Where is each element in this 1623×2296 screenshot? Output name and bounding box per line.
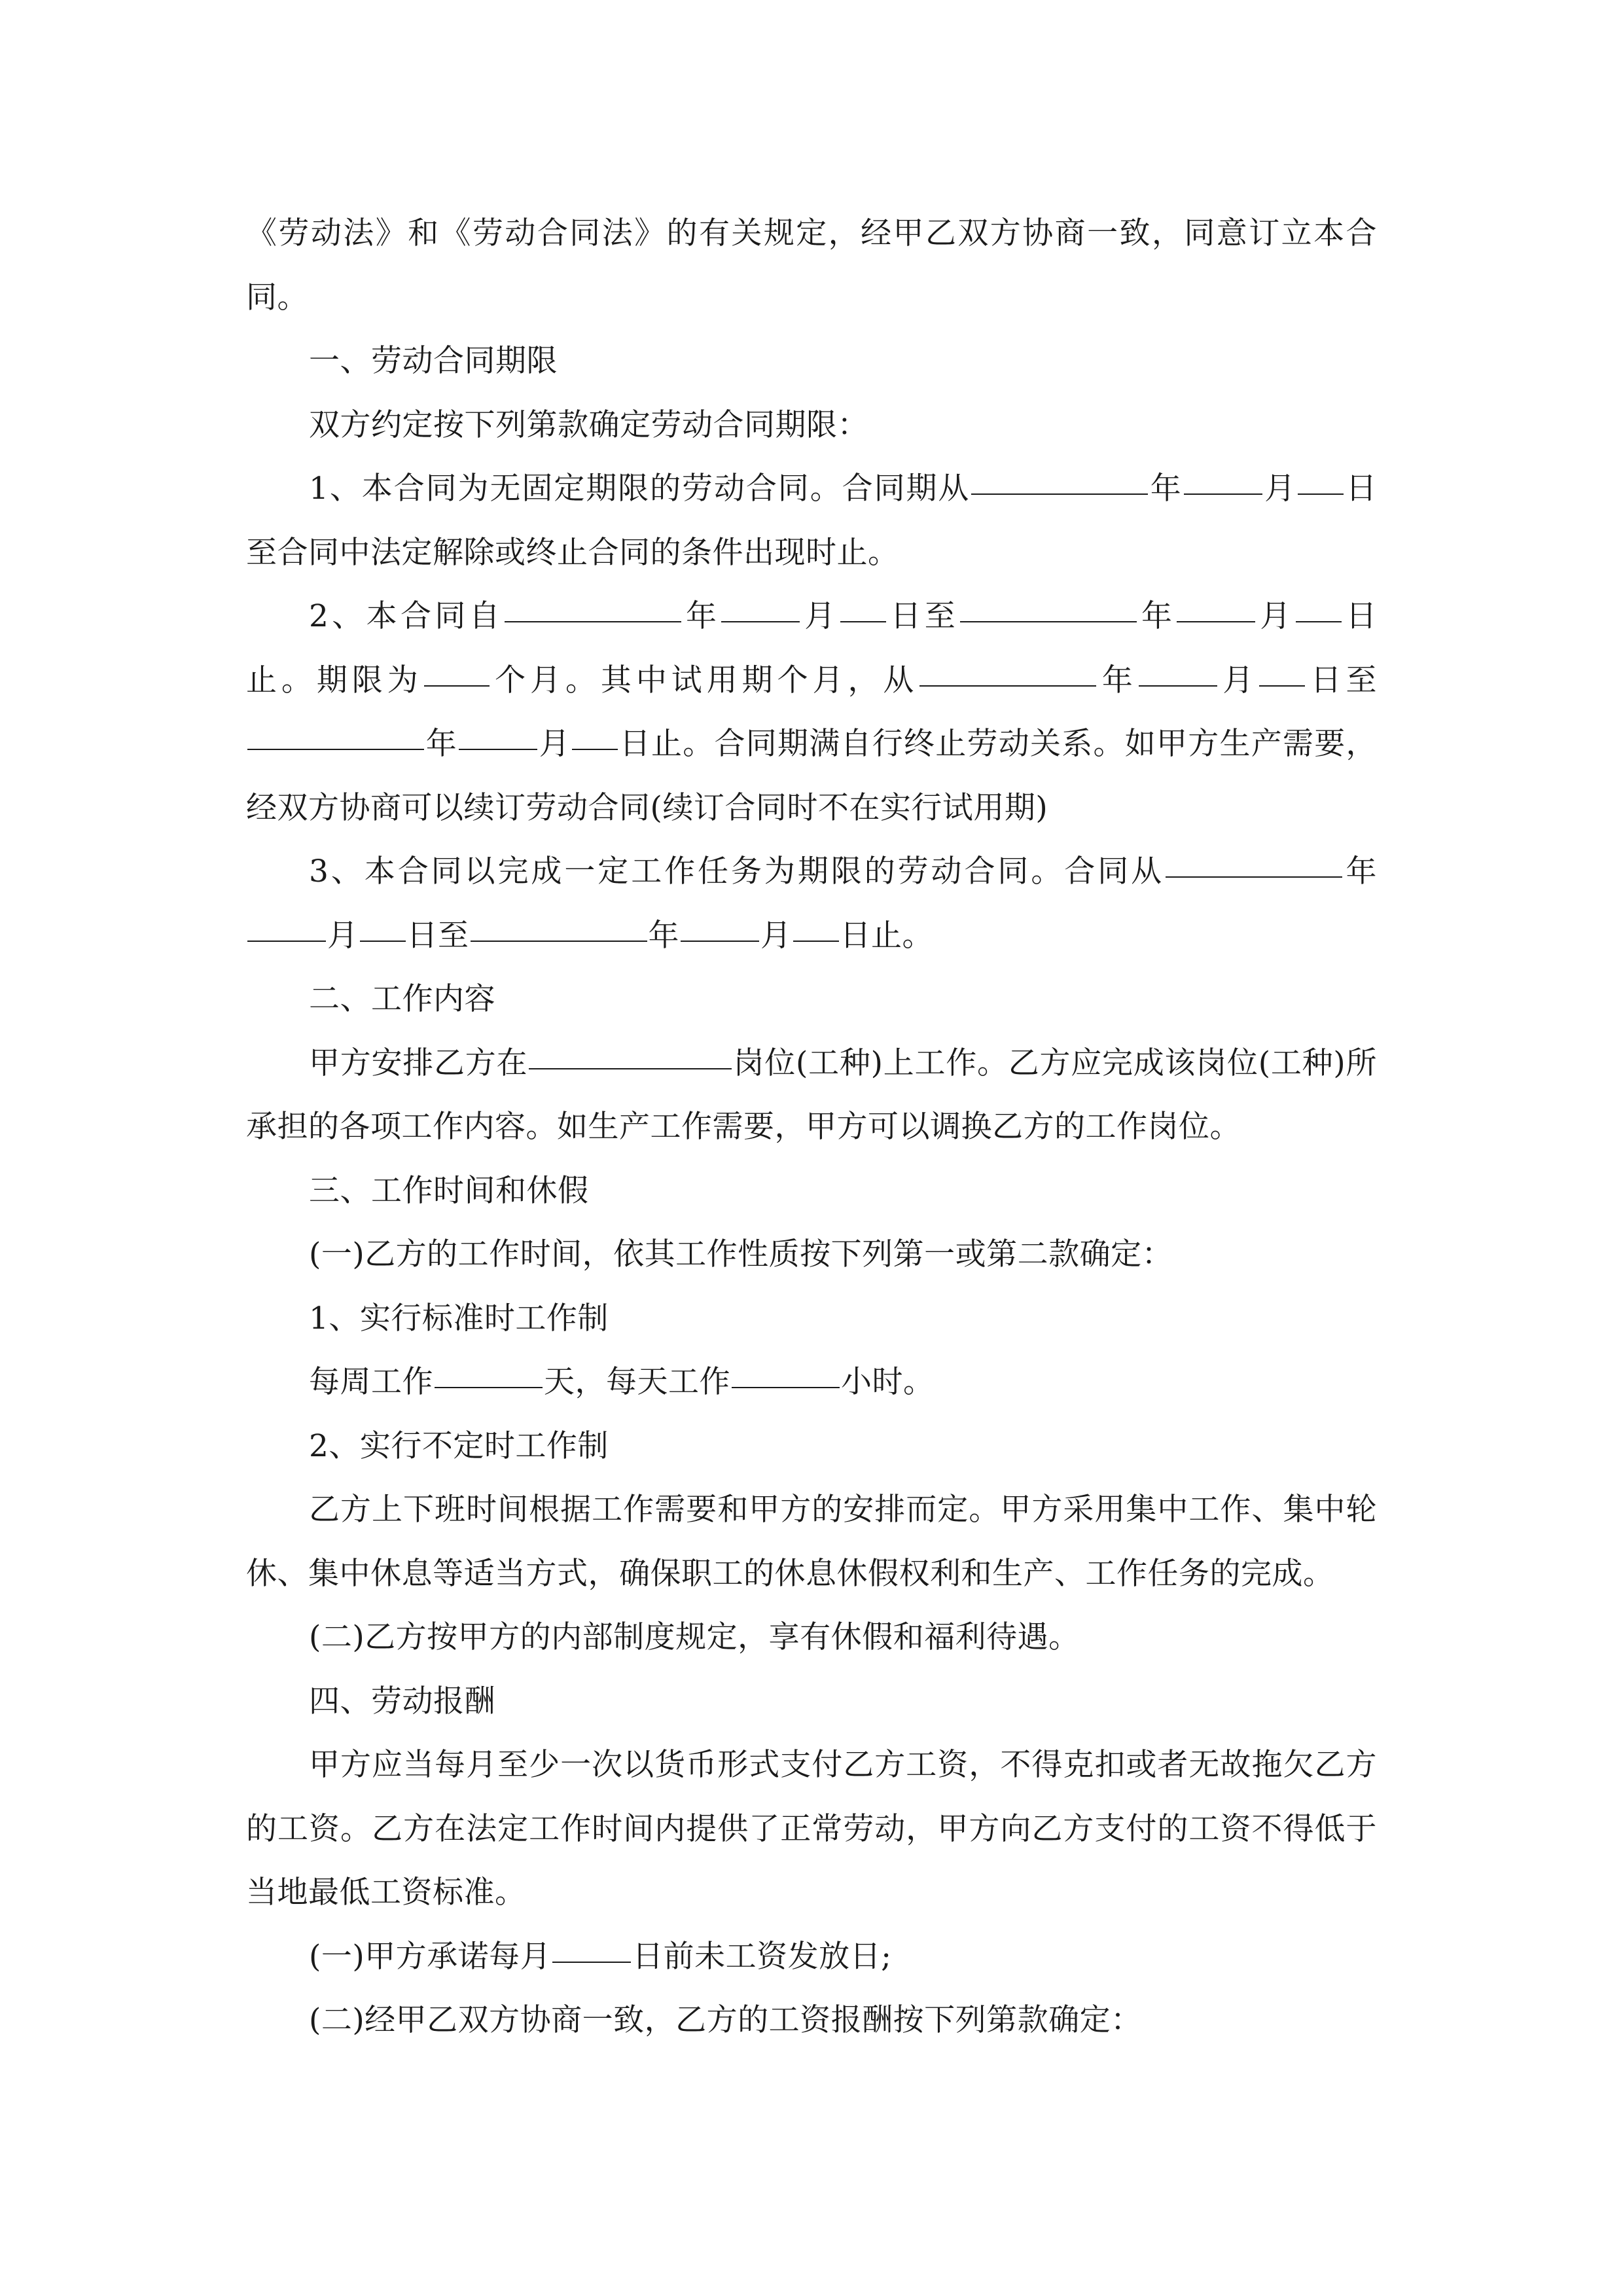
text-run: 日至 — [887, 598, 959, 634]
text-run: (一)甲方承诺每月 — [309, 1938, 552, 1975]
fill-blank-day[interactable] — [1296, 620, 1342, 622]
intro-text: 《劳动法》和《劳动合同法》的有关规定，经甲乙双方协商一致，同意订立本合同。 — [246, 215, 1377, 315]
contract-body — [246, 202, 1377, 2053]
text-run: 1、本合同为无固定期限的劳动合同。合同期从 — [309, 471, 971, 507]
text-run: 年 — [1344, 853, 1378, 889]
text-run: 月 — [1257, 598, 1294, 634]
fill-blank-month[interactable] — [681, 940, 759, 942]
text-run: 年 — [1097, 662, 1137, 698]
section-1-item-2 — [246, 584, 1377, 840]
text-run: 天，每天工作 — [544, 1364, 730, 1400]
section-2-title: 二、工作内容 — [309, 981, 495, 1017]
text-run: 月 — [1263, 471, 1297, 507]
text-run: 甲方安排乙方在 — [309, 1045, 528, 1081]
section-4-heading — [246, 1670, 1377, 1734]
text-run: 月 — [1218, 662, 1258, 698]
section-3-item-2 — [246, 1414, 1377, 1479]
section-2-body — [246, 1031, 1377, 1159]
text-run: 甲方应当每月至少一次以货币形式支付乙方工资，不得克扣或者无故拖欠乙方的工资。乙方在法定工作时间内提供了正常劳动，甲方向乙方支付的工资不得低于当地最低工资标准。 — [246, 1747, 1377, 1910]
text-run: 日前未工资发放日; — [632, 1938, 892, 1975]
section-3-heading — [246, 1159, 1377, 1223]
text-run: 2、本合同自 — [309, 598, 504, 634]
text-run: 岗位(工种)上工作。乙方应完成该岗位(工种)所承担的各项工作内容。如生产工作需要，甲方可以调换乙方的工作岗位。 — [246, 1045, 1377, 1145]
fill-blank-year[interactable] — [960, 620, 1137, 622]
fill-blank-position[interactable] — [529, 1067, 732, 1069]
fill-blank-days[interactable] — [435, 1386, 543, 1388]
section-3-item-2-body — [246, 1478, 1377, 1605]
text-run: 每周工作 — [309, 1364, 433, 1400]
fill-blank-day[interactable] — [360, 940, 406, 942]
section-4-sub-1 — [246, 1925, 1377, 1989]
text-run: 日至合同中法定解除或终止合同的条件出现时止。 — [246, 471, 1378, 571]
text-run: 乙方上下班时间根据工作需要和甲方的安排而定。甲方采用集中工作、集中轮休、集中休息等适当方式，确保职工的休息休假权利和生产、工作任务的完成。 — [246, 1492, 1377, 1592]
text-run: 年 — [683, 598, 721, 634]
fill-blank-day[interactable] — [572, 748, 618, 750]
text-run: 年 — [1138, 598, 1176, 634]
fill-blank-hours[interactable] — [732, 1386, 840, 1388]
text-run: 月 — [760, 917, 792, 954]
text-run: 日至 — [406, 917, 469, 954]
text-run: 年 — [1149, 471, 1183, 507]
section-3-sub-1 — [246, 1223, 1377, 1287]
text-run: 小时。 — [841, 1364, 935, 1400]
fill-blank-year[interactable] — [971, 493, 1148, 495]
section-1-heading — [246, 329, 1377, 393]
fill-blank-day[interactable] — [840, 620, 886, 622]
intro-paragraph — [246, 202, 1377, 329]
section-1-item-1 — [246, 457, 1377, 584]
fill-blank-day[interactable] — [793, 940, 839, 942]
text-run: 月 — [539, 726, 571, 762]
text-run: 日止。期限为 — [246, 598, 1378, 698]
text-run: (一)乙方的工作时间，依其工作性质按下列第一或第二款确定： — [309, 1236, 1173, 1272]
section-3-title: 三、工作时间和休假 — [309, 1172, 589, 1209]
section-4-title: 四、劳动报酬 — [309, 1683, 495, 1719]
text-run: 日止。 — [840, 917, 933, 954]
fill-blank-payday[interactable] — [552, 1961, 631, 1963]
fill-blank-day[interactable] — [1259, 685, 1305, 687]
fill-blank-month[interactable] — [247, 940, 326, 942]
fill-blank-year[interactable] — [505, 620, 681, 622]
fill-blank-year[interactable] — [919, 685, 1096, 687]
section-1-item-3 — [246, 840, 1377, 967]
section-1-lead-text: 双方约定按下列第款确定劳动合同期限： — [309, 406, 868, 443]
text-run: 年 — [425, 726, 457, 762]
fill-blank-month[interactable] — [721, 620, 800, 622]
section-1-title: 一、劳动合同期限 — [309, 343, 558, 379]
fill-blank-year[interactable] — [247, 748, 424, 750]
text-run: (二)乙方按甲方的内部制度规定，享有休假和福利待遇。 — [309, 1619, 1080, 1655]
fill-blank-month[interactable] — [459, 748, 537, 750]
fill-blank-year[interactable] — [1166, 876, 1342, 878]
text-run: 2、实行不定时工作制 — [309, 1427, 609, 1464]
text-run: 1、实行标准时工作制 — [309, 1300, 609, 1336]
text-run: (二)经甲乙双方协商一致，乙方的工资报酬按下列第款确定： — [309, 2002, 1142, 2038]
fill-blank-month[interactable] — [1184, 493, 1262, 495]
text-run: 月 — [801, 598, 839, 634]
section-1-lead — [246, 393, 1377, 457]
text-run: 3、本合同以完成一定工作任务为期限的劳动合同。合同从 — [309, 853, 1165, 889]
section-4-body — [246, 1733, 1377, 1925]
text-run: 年 — [648, 917, 679, 954]
section-4-sub-2 — [246, 1988, 1377, 2053]
section-3-sub-2 — [246, 1605, 1377, 1670]
fill-blank-month[interactable] — [1177, 620, 1255, 622]
text-run: 个月。其中试用期个月，从 — [490, 662, 919, 698]
text-run: 日止。合同期满自行终止劳动关系。如甲方生产需要，经双方协商可以续订劳动合同(续订合同时不在实行试用期) — [246, 726, 1377, 826]
section-3-item-1-body — [246, 1350, 1377, 1414]
text-run: 月 — [327, 917, 359, 954]
section-3-item-1 — [246, 1287, 1377, 1351]
fill-blank-month[interactable] — [1139, 685, 1217, 687]
text-run: 日至 — [1306, 662, 1377, 698]
fill-blank-year[interactable] — [471, 940, 647, 942]
fill-blank-months[interactable] — [424, 685, 490, 687]
section-2-heading — [246, 967, 1377, 1031]
fill-blank-day[interactable] — [1298, 493, 1344, 495]
